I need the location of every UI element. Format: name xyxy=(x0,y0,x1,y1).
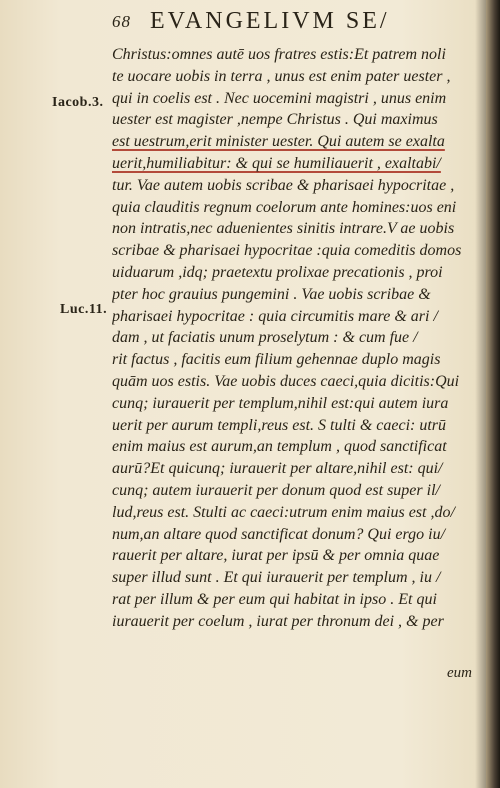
text-line: pter hoc grauius pungemini . Vae uobis scribae & xyxy=(112,285,431,303)
text-line: cunq; iurauerit per templum,nihil est:qui autem iura xyxy=(112,394,449,412)
text-line-underlined: est uestrum,erit minister uester. Qui autem se exalta xyxy=(112,133,445,151)
text-line: super illud sunt . Et qui iurauerit per templum , iu / xyxy=(112,569,441,587)
catchword: eum xyxy=(447,665,472,681)
text-line: aurū?Et quicunq; iurauerit per altare,nihil est: qui/ xyxy=(112,460,443,478)
text-line: Christus:omnes autē uos fratres estis:Et patrem noli xyxy=(112,46,446,63)
text-line: quia clauditis regnum coelorum ante homines:uos eni xyxy=(112,198,457,216)
text-line: enim maius est aurum,an templum , quod sanctificat xyxy=(112,438,447,456)
text-line: num,an altare quod sanctificat donum? Qui ergo iu/ xyxy=(112,525,446,543)
main-text-block xyxy=(112,44,484,633)
page-header xyxy=(112,8,482,38)
book-spine-shadow xyxy=(486,0,500,788)
text-line: rauerit per altare, iurat per ipsū & per omnia quae xyxy=(112,547,440,565)
text-line: scribae & pharisaei hypocritae :quia comeditis domos xyxy=(112,242,462,260)
text-line: uerit per aurum templi,reus est. S tulti & caeci: utrū xyxy=(112,416,447,434)
text-line: qui in coelis est . Nec uocemini magistri , unus enim xyxy=(112,89,447,107)
text-line: rat per illum & per eum qui habitat in ipso . Et qui xyxy=(112,590,437,608)
text-line: cunq; autem iurauerit per donum quod est super il/ xyxy=(112,481,440,499)
margin-note-iacob: Iacob.3. xyxy=(52,95,104,110)
page-number: 68 xyxy=(112,12,131,31)
text-line: non intratis,nec aduenientes sinitis intrare.V ae uobis xyxy=(112,220,455,238)
text-line: uiduarum ,idq; praetextu prolixae precationis , proi xyxy=(112,263,443,281)
text-line: pharisaei hypocritae : quia circumitis mare & ari / xyxy=(112,307,438,325)
margin-note-luc: Luc.11. xyxy=(60,302,108,317)
running-title: EVANGELIVM SE/ xyxy=(150,8,390,34)
text-line: uester est magister ,nempe Christus . Qui maximus xyxy=(112,111,438,129)
text-line: tur. Vae autem uobis scribae & pharisaei hypocritae , xyxy=(112,176,455,194)
text-line: te uocare uobis in terra , unus est enim pater uester , xyxy=(112,67,451,85)
text-line-underlined: uerit,humiliabitur: & qui se humiliauerit , exaltabi/ xyxy=(112,154,441,172)
text-line: quām uos estis. Vae uobis duces caeci,quia dicitis:Qui xyxy=(112,372,460,390)
text-line: iurauerit per coelum , iurat per thronum dei , & per xyxy=(112,612,444,630)
text-line: rit factus , facitis eum filium gehennae duplo magis xyxy=(112,351,441,369)
text-line: lud,reus est. Stulti ac caeci:utrum enim maius est ,do/ xyxy=(112,503,455,521)
text-line: dam , ut faciatis unum proselytum : & cum fue / xyxy=(112,329,418,347)
